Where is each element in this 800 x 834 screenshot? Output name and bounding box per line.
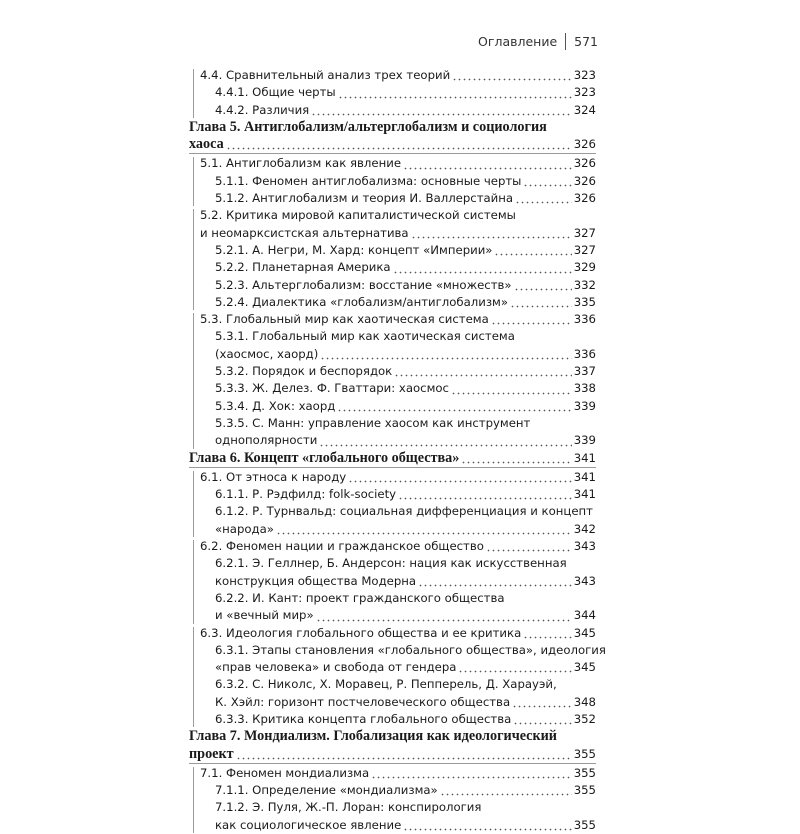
header-section-title: Оглавление — [478, 34, 558, 49]
toc-chapter-5[interactable]: Глава 5. Антиглобализм/альтерглобализм и социология хаоса 326 — [189, 119, 596, 155]
toc-entry[interactable]: 4.4.2. Различия 324 — [215, 102, 596, 117]
toc-section-4-4-group — [189, 67, 596, 119]
toc-entry[interactable]: 4.4.1. Общие черты 323 — [215, 85, 596, 100]
toc-entry[interactable]: 7.1.1. Определение «мондиализма» 355 — [215, 783, 596, 798]
toc-entry[interactable]: 5.1. Антиглобализм как явление 326 — [200, 156, 596, 171]
toc-entry[interactable]: 7.1. Феномен мондиализма 355 — [200, 765, 596, 780]
header-divider — [565, 33, 566, 50]
toc-entry[interactable]: 5.3. Глобальный мир как хаотическая система 336 — [200, 312, 596, 327]
toc-section-7-1-group — [189, 765, 596, 834]
toc-section-5-1-group — [189, 155, 596, 207]
toc-entry[interactable]: 6.1.2. Р. Турнвальд: социальная дифференциация и концепт «народа» 342 — [215, 504, 596, 536]
running-header — [478, 33, 598, 50]
toc-entry[interactable]: 5.2.1. А. Негри, М. Хард: концепт «Империи» 327 — [215, 242, 596, 257]
toc-entry[interactable]: 6.2. Феномен нации и гражданское общество 343 — [200, 539, 596, 554]
toc-entry[interactable]: 4.4. Сравнительный анализ трех теорий 323 — [200, 68, 596, 82]
toc-entry[interactable]: 6.3. Идеология глобального общества и ее критика 345 — [200, 625, 596, 640]
toc-entry[interactable]: 5.3.5. С. Манн: управление хаосом как инструмент однополярности 339 — [215, 415, 596, 448]
header-page-number: 571 — [574, 34, 598, 49]
toc-entry[interactable]: 5.3.3. Ж. Делез. Ф. Гваттари: хаосмос 338 — [215, 381, 596, 396]
toc-entry[interactable]: 6.2.2. И. Кант: проект гражданского общества и «вечный мир» 344 — [215, 590, 596, 623]
toc-section-6-1-group — [189, 469, 596, 538]
toc-section-5-3-group — [189, 311, 596, 449]
toc-section-6-3-group — [189, 625, 606, 729]
toc-entry[interactable]: 5.1.1. Феномен антиглобализма: основные черты 326 — [215, 173, 596, 188]
toc-entry[interactable]: 7.1.2. Э. Пуля, Ж.-П. Лоран: конспирология как социологическое явление 355 — [215, 800, 596, 832]
toc-entry[interactable]: 5.3.4. Д. Хок: хаорд 339 — [215, 398, 596, 413]
toc-entry[interactable]: 5.2.4. Диалектика «глобализм/антиглобализм» 335 — [215, 294, 596, 309]
toc-entry[interactable]: 6.2.1. Э. Геллнер, Б. Андерсон: нация как искусственная конструкция общества Модерна 343 — [215, 556, 596, 588]
toc-entry[interactable]: 5.2.3. Альтерглобализм: восстание «множеств» 332 — [215, 277, 596, 292]
toc-entry[interactable]: 6.1. От этноса к народу 341 — [200, 469, 596, 484]
toc-entry[interactable]: 5.1.2. Антиглобализм и теория И. Валлерстайна 326 — [215, 191, 596, 206]
toc-chapter-6[interactable]: Глава 6. Концепт «глобального общества» 341 — [189, 450, 596, 468]
toc-entry[interactable]: 5.2. Критика мировой капиталистической системы и неомарксистская альтернатива 327 — [200, 208, 596, 240]
toc-entry[interactable]: 6.3.3. Критика концепта глобального общества 352 — [215, 711, 596, 726]
table-of-contents — [189, 67, 606, 834]
toc-section-5-2-group — [189, 207, 596, 311]
toc-entry[interactable]: 5.3.2. Порядок и беспорядок 337 — [215, 364, 596, 379]
toc-entry[interactable]: 6.1.1. Р. Рэдфилд: folk-society 341 — [215, 487, 596, 502]
toc-chapter-7[interactable]: Глава 7. Мондиализм. Глобализация как идеологический проект 355 — [189, 728, 596, 764]
toc-section-6-2-group — [189, 538, 596, 624]
toc-entry[interactable]: 6.3.1. Этапы становления «глобального общества», идеология «прав человека» и свобода от гендера 345 — [215, 642, 606, 675]
toc-entry[interactable]: 5.3.1. Глобальный мир как хаотическая система (хаосмос, хаорд) 336 — [215, 329, 596, 361]
toc-entry[interactable]: 5.2.2. Планетарная Америка 329 — [215, 260, 596, 275]
toc-entry[interactable]: 6.3.2. С. Николс, Х. Моравец, Р. Пепперель, Д. Харауэй, К. Хэйл: горизонт постчеловеческого общества 348 — [215, 677, 596, 709]
